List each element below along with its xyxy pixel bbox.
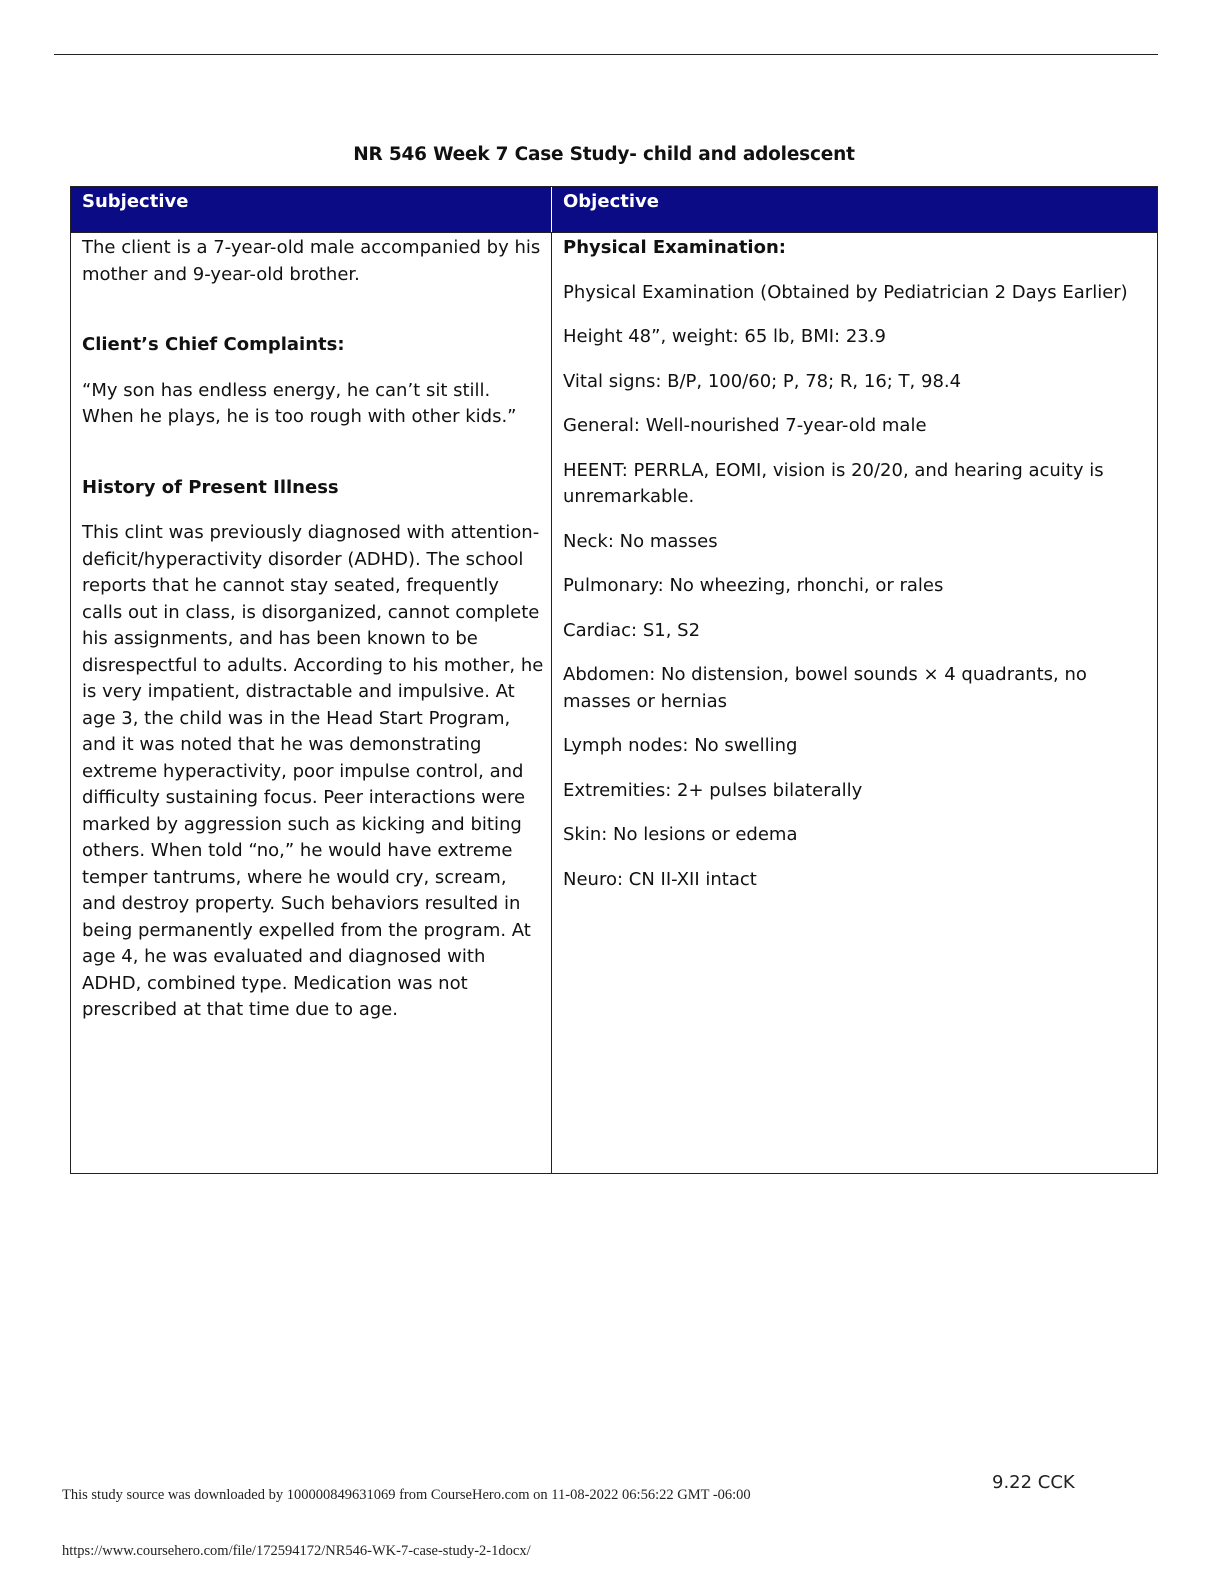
hpi-heading: History of Present Illness	[82, 476, 339, 498]
objective-header: Objective	[552, 187, 1157, 232]
case-study-table	[70, 186, 1158, 1174]
height-weight-line: Height 48”, weight: 65 lb, BMI: 23.9	[563, 326, 886, 347]
physical-exam-heading: Physical Examination:	[563, 237, 786, 258]
footer-code: 9.22 CCK	[992, 1472, 1075, 1493]
subjective-column	[82, 235, 544, 1024]
chief-complaints-heading: Client’s Chief Complaints:	[82, 334, 345, 355]
top-rule	[54, 54, 1158, 55]
heent-line: HEENT: PERRLA, EOMI, vision is 20/20, and hearing acuity is unremarkable.	[563, 459, 1104, 507]
column-divider	[551, 232, 552, 1173]
pulmonary-line: Pulmonary: No wheezing, rhonchi, or rales	[563, 575, 944, 596]
lymph-nodes-line: Lymph nodes: No swelling	[563, 735, 798, 756]
cardiac-line: Cardiac: S1, S2	[563, 619, 701, 641]
neuro-line: Neuro: CN II-XII intact	[563, 868, 757, 890]
chief-complaints-text: “My son has endless energy, he can’t sit still. When he plays, he is too rough with other kids.”	[82, 379, 517, 427]
hpi-text: This clint was previously diagnosed with attention-deficit/hyperactivity disorder (ADHD). The school reports that he cannot stay seated, frequently calls out in class, is disorganized, cannot complete his assignments, and has been known to be disrespectful to adults. According to his mother, he is very impatient, distractable and impulsive. At age 3, the child was in the Head Start Program, and it was noted that he was demonstrating extreme hyperactivity, poor impulse control, and difficulty sustaining focus. Peer interactions were marked by aggression such as kicking and biting others. When told “no,” he would have extreme temper tantrums, where he would cry, scream, and destroy property. Such behaviors resulted in being permanently expelled from the program. At age 4, he was evaluated and diagnosed with ADHD, combined type. Medication was not prescribed at that time due to age.	[82, 522, 544, 1020]
client-intro: The client is a 7-year-old male accompanied by his mother and 9-year-old brother.	[82, 237, 541, 285]
general-line: General: Well-nourished 7-year-old male	[563, 415, 927, 436]
footer-source-notice: This study source was downloaded by 100000849631069 from CourseHero.com on 11-08-2022 06:56:22 GMT -06:00	[62, 1487, 751, 1503]
neck-line: Neck: No masses	[563, 530, 718, 552]
subjective-header: Subjective	[71, 187, 552, 232]
exam-source-line: Physical Examination (Obtained by Pediatrician 2 Days Earlier)	[563, 281, 1128, 303]
skin-line: Skin: No lesions or edema	[563, 824, 798, 845]
extremities-line: Extremities: 2+ pulses bilaterally	[563, 779, 863, 801]
vital-signs-line: Vital signs: B/P, 100/60; P, 78; R, 16; T, 98.4	[563, 370, 962, 392]
document-title: NR 546 Week 7 Case Study- child and adolescent	[353, 144, 855, 165]
abdomen-line: Abdomen: No distension, bowel sounds × 4 quadrants, no masses or hernias	[563, 664, 1087, 712]
objective-column	[563, 235, 1148, 911]
footer-url-link[interactable]: https://www.coursehero.com/file/172594172/NR546-WK-7-case-study-2-1docx/	[62, 1543, 531, 1559]
header-rule	[71, 232, 1157, 233]
